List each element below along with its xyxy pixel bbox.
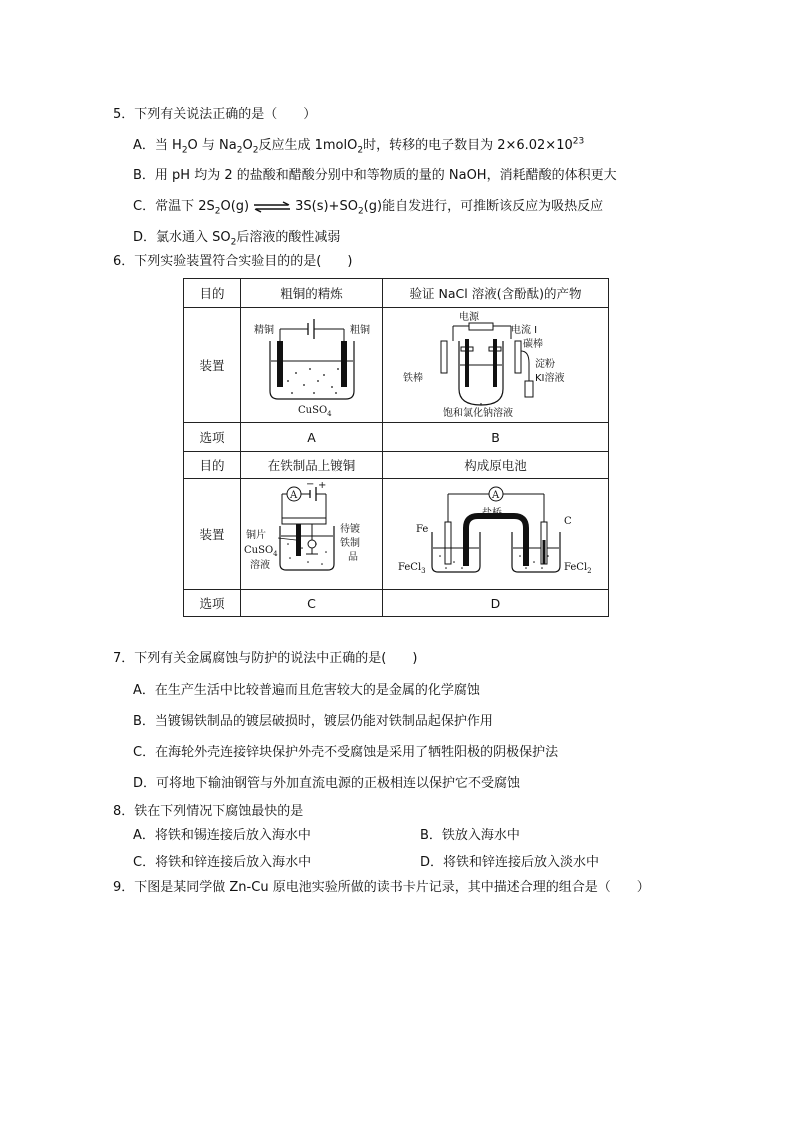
device-c	[241, 479, 383, 590]
q7-option-d: D．可将地下输油钢管与外加直流电源的正极相连以保护它不受腐蚀	[133, 776, 521, 791]
label-purpose: 目的	[184, 279, 241, 308]
device-a	[241, 308, 383, 423]
q8-stem: 8．铁在下列情况下腐蚀最快的是	[113, 804, 304, 819]
electrolytic-refining-diagram	[252, 311, 372, 419]
q9-stem: 9．下图是某同学做 Zn-Cu 原电池实验所做的读书卡片记录，其中描述合理的组合是（ ）	[113, 880, 650, 895]
q8-option-c: C．将铁和锌连接后放入海水中	[133, 855, 312, 870]
galvanic-cell-diagram	[396, 482, 596, 586]
purpose-c: 在铁制品上镀铜	[241, 452, 383, 479]
svg-text:−: −	[306, 482, 315, 490]
label-option-2: 选项	[184, 590, 241, 617]
label-starch: 淀粉	[534, 359, 555, 370]
nacl-electrolysis-diagram	[401, 311, 591, 419]
q5-option-c: C．常温下 $2S_2O(g)$ $3S(s)+SO_2(g)$能自发进行，可推断该反应为吸热反应	[133, 199, 604, 217]
label-nacl-solution: 饱和氯化钠溶液	[442, 408, 513, 419]
ammeter-c: A	[290, 490, 298, 501]
label-carbon-rod: 碳棒	[522, 339, 543, 350]
option-d: D	[383, 590, 609, 617]
label-current: 电流 I	[510, 325, 537, 336]
q7-option-c: C．在海轮外壳连接锌块保护外壳不受腐蚀是采用了牺牲阳极的阴极保护法	[133, 745, 559, 760]
q5-option-d: D．氯水通入 $SO_2$后溶液的酸性减弱	[133, 230, 341, 248]
label-ki-solution: KI溶液	[534, 373, 565, 384]
q5-option-a: A．当 $H_2O$ 与 $Na_2O_2$反应生成 1molO$_2$时，转移的电子数目为 $2\times 6.02\times 10^{23}$	[133, 136, 585, 156]
label-copper-sheet: 铜片	[246, 530, 266, 541]
label-cuso4-c: CuSO$_4$	[244, 545, 278, 558]
label-iron-rod: 铁棒	[402, 373, 423, 384]
label-cuso4-a: CuSO$_4$	[297, 405, 332, 418]
option-c: C	[241, 590, 383, 617]
label-crude-copper: 粗铜	[349, 325, 370, 336]
q5-option-b: B．用 pH 均为 2 的盐酸和醋酸分别中和等物质的量的 NaOH，消耗醋酸的体积更大	[133, 168, 617, 183]
label-power: 电源	[458, 312, 479, 323]
purpose-d: 构成原电池	[383, 452, 609, 479]
label-to-be-plated: 待镀	[340, 524, 360, 535]
q8-option-d: D．将铁和锌连接后放入淡水中	[420, 855, 600, 870]
label-iron-made: 铁制	[340, 538, 360, 549]
label-fecl2: FeCl$_2$	[563, 562, 592, 575]
q8-option-b: B．铁放入海水中	[420, 828, 520, 843]
q6-stem: 6．下列实验装置符合实验目的的是( )	[113, 254, 353, 269]
ammeter-d: A	[491, 490, 499, 501]
label-device: 装置	[184, 308, 241, 423]
equilibrium-arrow-icon	[252, 201, 292, 213]
copper-plating-diagram	[244, 482, 379, 586]
q7-option-b: B．当镀锡铁制品的镀层破损时，镀层仍能对铁制品起保护作用	[133, 714, 493, 729]
q5-stem: 5．下列有关说法正确的是（ ）	[113, 107, 317, 122]
q7-stem: 7．下列有关金属腐蚀与防护的说法中正确的是( )	[113, 651, 418, 666]
option-a: A	[241, 423, 383, 452]
label-solution-c: 溶液	[250, 560, 270, 571]
experiment-table	[183, 278, 609, 617]
label-fe: Fe	[415, 524, 428, 535]
device-b	[383, 308, 609, 423]
q7-option-a: A．在生产生活中比较普遍而且危害较大的是金属的化学腐蚀	[133, 683, 480, 698]
label-pure-copper: 精铜	[253, 325, 274, 336]
purpose-b: 验证 NaCl 溶液(含酚酞)的产物	[383, 279, 609, 308]
label-option-1: 选项	[184, 423, 241, 452]
label-purpose-2: 目的	[184, 452, 241, 479]
svg-text:+: +	[318, 482, 327, 491]
option-b: B	[383, 423, 609, 452]
purpose-a: 粗铜的精炼	[241, 279, 383, 308]
label-c: C	[563, 516, 572, 527]
label-device-2: 装置	[184, 479, 241, 590]
label-fecl3: FeCl$_3$	[397, 562, 426, 575]
device-d	[383, 479, 609, 590]
label-product: 品	[348, 552, 358, 563]
label-salt-bridge: 盐桥	[481, 508, 502, 519]
q8-option-a: A．将铁和锡连接后放入海水中	[133, 828, 311, 843]
